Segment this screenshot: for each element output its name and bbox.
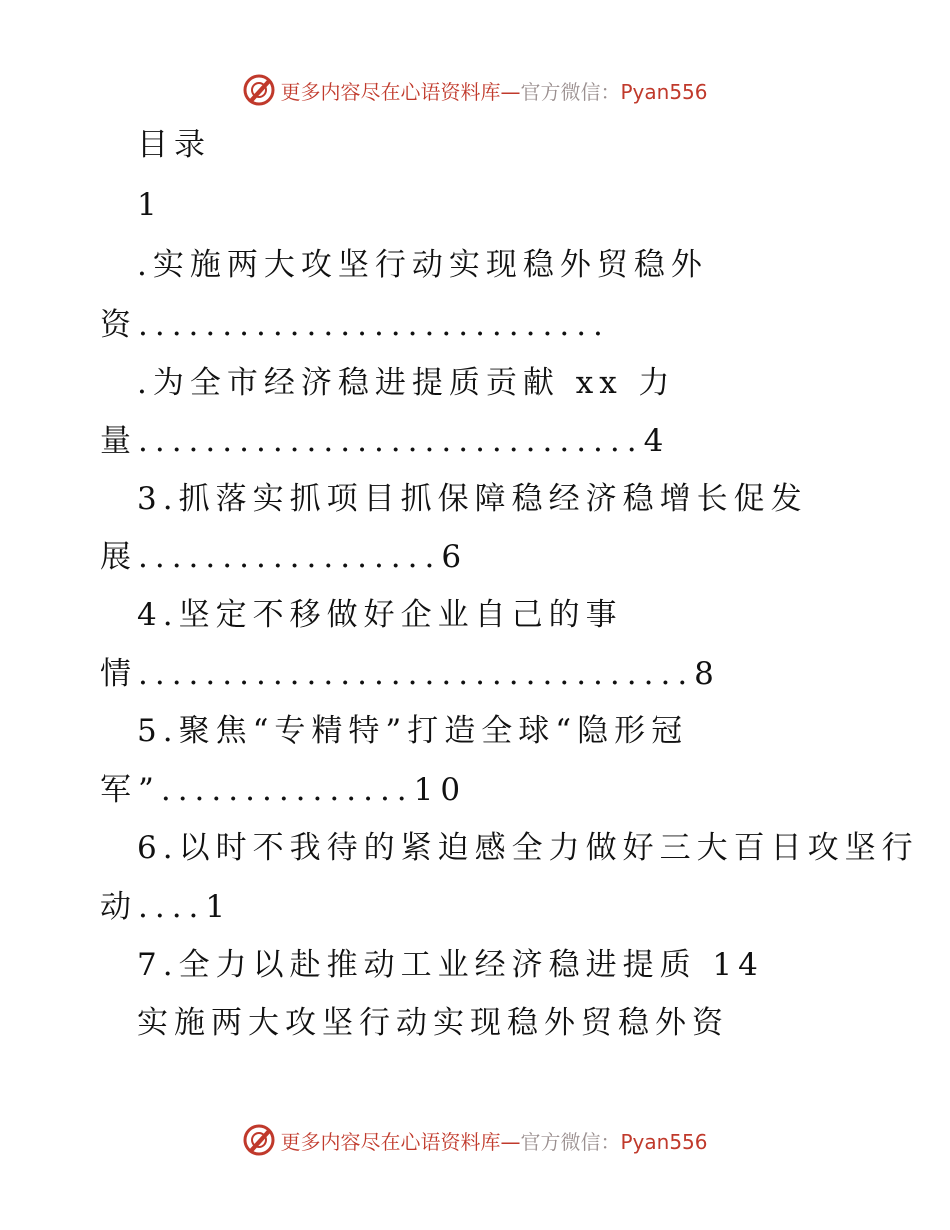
toc-entry-5-line2[interactable]: 军”...............10 (100, 772, 468, 808)
toc-entry-5-line1[interactable]: 5.聚焦“专精特”打造全球“隐形冠 (137, 713, 689, 749)
toc-entry-3-line1[interactable]: 3.抓落实抓项目抓保障稳经济稳增长促发 (137, 481, 808, 517)
quill-logo-icon (242, 73, 276, 107)
banner-text: 更多内容尽在心语资料库—官方微信：Pyan556 (280, 79, 708, 104)
banner-text: 更多内容尽在心语资料库—官方微信：Pyan556 (280, 1129, 708, 1154)
body-heading: 实施两大攻坚行动实现稳外贸稳外资 (137, 1005, 729, 1041)
toc-entry-3-line2[interactable]: 展..................6 (100, 539, 469, 575)
toc-entry-4-line1[interactable]: 4.坚定不移做好企业自己的事 (137, 597, 623, 633)
toc-entry-2-line2[interactable]: 量..............................4 (100, 423, 671, 459)
toc-entry-6-line1[interactable]: 6.以时不我待的紧迫感全力做好三大百日攻坚行 (137, 830, 919, 866)
quill-logo-icon (242, 1123, 276, 1157)
header-banner (0, 68, 950, 112)
toc-entry-4-line2[interactable]: 情.................................8 (100, 656, 721, 692)
toc-title: 目录 (137, 127, 211, 163)
toc-entry-7-line1[interactable]: 7.全力以赴推动工业经济稳进提质 14 (137, 947, 764, 983)
toc-entry-2-line1[interactable]: .为全市经济稳进提质贡献 xx 力 (137, 365, 676, 401)
footer-banner (0, 1118, 950, 1162)
toc-first-number: 1 (137, 187, 163, 223)
toc-entry-1-line1[interactable]: .实施两大攻坚行动实现稳外贸稳外 (137, 247, 708, 283)
toc-entry-6-line2[interactable]: 动....1 (100, 889, 233, 925)
toc-entry-1-line2[interactable]: 资............................ (100, 307, 610, 343)
